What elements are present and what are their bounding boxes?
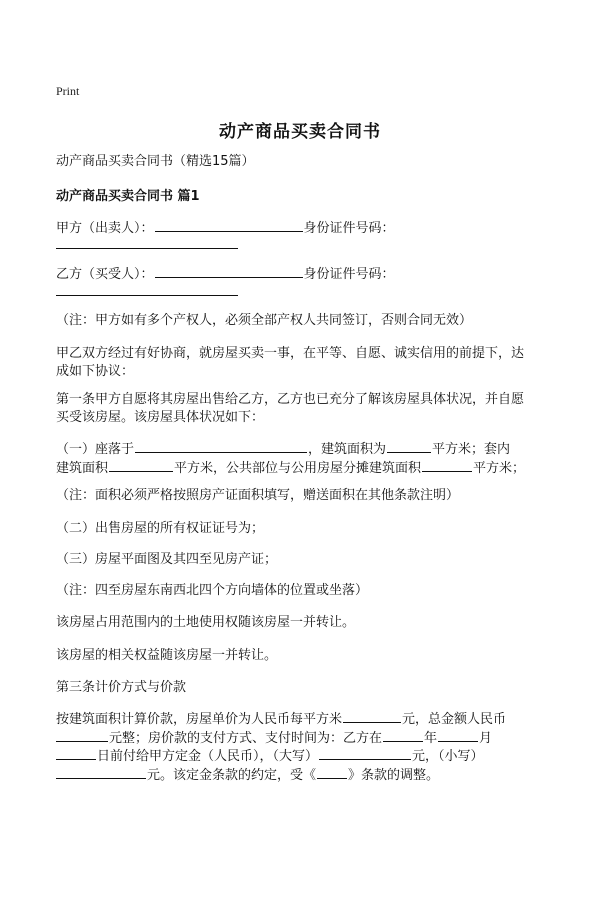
party-b-id-label: 身份证件号码： <box>303 267 395 282</box>
total-blank <box>56 728 108 742</box>
inner-area-label: 建筑面积 <box>56 461 109 476</box>
area-blank <box>387 439 431 453</box>
shared-area-label: 平方米，公共部位与公用房屋分摊建筑面积 <box>174 461 422 476</box>
note-1: （注：甲方如有多个产权人，必须全部产权人共同签订，否则合同无效） <box>56 313 473 328</box>
party-a-line <box>56 218 556 238</box>
party-a-blank <box>155 218 303 232</box>
section-heading: 动产商品买卖合同书 篇1 <box>56 189 200 204</box>
price-line-3 <box>56 746 556 766</box>
shared-area-unit: 平方米； <box>473 461 526 476</box>
deposit-clause-label: 元。该定金条款的约定，受《 <box>147 768 317 783</box>
deposit-label: 日前付给甲方定金（人民币），（大写） <box>97 749 319 764</box>
paragraph-2-line-1: 第一条甲方自愿将其房屋出售给乙方，乙方也已充分了解该房屋具体状况，并自愿 <box>56 392 525 407</box>
item-1-line-1 <box>56 439 556 459</box>
payment-label: 元整；房价款的支付方式、支付时间为：乙方在 <box>109 731 383 746</box>
party-b-blank <box>155 264 303 278</box>
total-label: 元，总金额人民币 <box>402 712 507 727</box>
month-label: 月 <box>479 731 493 746</box>
deposit-lower-blank <box>56 765 146 779</box>
clause-end-label: 》条款的调整。 <box>348 768 440 783</box>
item-1-line-2 <box>56 458 556 478</box>
clause-blank <box>317 765 347 779</box>
shared-area-blank <box>422 458 472 472</box>
inner-area-blank <box>109 458 173 472</box>
month-blank <box>438 728 478 742</box>
note-3: （注：四至房屋东南西北四个方向墙体的位置或坐落） <box>56 583 369 598</box>
deposit-lower-label: 元，（小写） <box>412 749 484 764</box>
paragraph-1-line-1: 甲乙双方经过有好协商，就房屋买卖一事，在平等、自愿、诚实信用的前提下，达 <box>56 346 525 361</box>
price-line-1 <box>56 709 556 729</box>
paragraph-3: 该房屋占用范围内的土地使用权随该房屋一并转让。 <box>56 615 356 630</box>
print-label: Print <box>56 84 80 98</box>
note-2: （注：面积必须严格按照房产证面积填写，赠送面积在其他条款注明） <box>56 488 460 503</box>
day-blank <box>56 746 96 760</box>
party-b-label: 乙方（买受人）： <box>56 267 154 282</box>
party-a-label: 甲方（出卖人）： <box>56 221 154 236</box>
document-subtitle: 动产商品买卖合同书（精选15篇） <box>56 154 255 169</box>
unit-price-blank <box>343 709 401 723</box>
price-line-4 <box>56 765 556 785</box>
article-3-heading: 第三条计价方式与价款 <box>56 680 187 695</box>
party-a-id-blank <box>56 248 238 249</box>
document-title: 动产商品买卖合同书 <box>219 122 381 142</box>
party-b-line <box>56 264 556 284</box>
item-3: （三）房屋平面图及其四至见房产证； <box>56 552 278 567</box>
inner-label: 平方米；套内 <box>432 442 511 457</box>
year-blank <box>383 728 423 742</box>
paragraph-1-line-2: 成如下协议： <box>56 364 135 379</box>
year-label: 年 <box>424 731 438 746</box>
party-b-id-blank <box>56 295 238 296</box>
item-1-label: （一）座落于 <box>56 442 135 457</box>
area-label: ，建筑面积为 <box>308 442 387 457</box>
price-line-2 <box>56 728 556 748</box>
item-2: （二）出售房屋的所有权证证号为； <box>56 521 265 536</box>
unit-price-label: 按建筑面积计算价款，房屋单价为人民币每平方米 <box>56 712 343 727</box>
deposit-upper-blank <box>319 746 411 760</box>
paragraph-4: 该房屋的相关权益随该房屋一并转让。 <box>56 648 278 663</box>
paragraph-2-line-2: 买受该房屋。该房屋具体状况如下： <box>56 410 265 425</box>
location-blank <box>135 439 307 453</box>
party-a-id-label: 身份证件号码： <box>303 221 395 236</box>
